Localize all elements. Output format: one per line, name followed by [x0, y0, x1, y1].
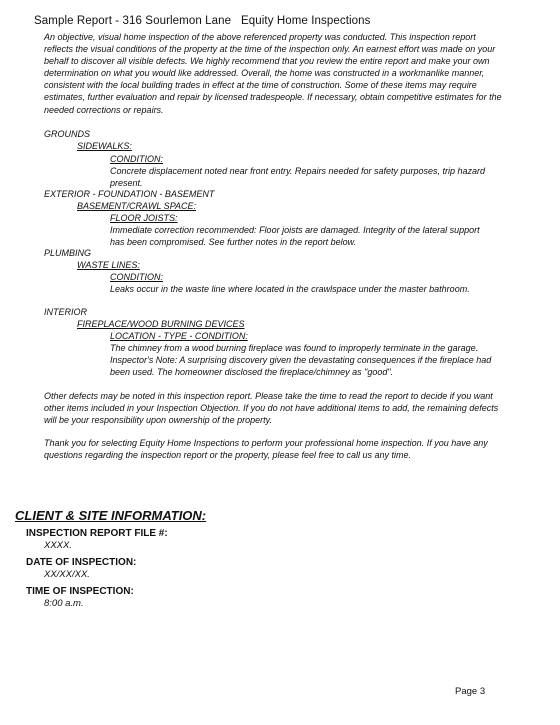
thank-you-paragraph: Thank you for selecting Equity Home Inspections to perform your professional home inspection. If you have any questions regarding the inspection report or the property, please feel free to call us any time.	[44, 438, 488, 461]
other-defects-paragraph: Other defects may be noted in this inspection report. Please take the time to read the report to decide if you want other items included in your Inspection Objection. If you do not have additional items to add, the remaining defects will be your responsibility upon ownership of the property.	[44, 391, 499, 426]
intro-paragraph: An objective, visual home inspection of the above referenced property was conducted. This inspection report reflects the visual conditions of the property at the time of the inspection only. An earnest effort was made on your behalf to discover all visible defects. We highly recommend that you review the entire report and make your own determination on what you would like addressed. Overall, the home was constructed in a workmanlike manner, consistent with the local building trades in effect at the time of construction. Some of these items may require estimates, further evaluation and repair by licensed tradespeople. If necessary, obtain competitive estimates for the needed corrections or repairs.	[44, 32, 502, 115]
section-plumbing-title: PLUMBING	[44, 248, 92, 258]
plumbing-subsection: WASTE LINES:	[77, 260, 140, 270]
grounds-text: Concrete displacement noted near front entry. Repairs needed for safety purposes, trip hazard present.	[110, 166, 486, 188]
interior-label: LOCATION - TYPE - CONDITION:	[110, 331, 248, 341]
interior-subsection: FIREPLACE/WOOD BURNING DEVICES	[77, 319, 245, 329]
date-value: XX/XX/XX.	[44, 569, 90, 580]
date-label: DATE OF INSPECTION:	[26, 557, 137, 568]
plumbing-text: Leaks occur in the waste line where located in the crawlspace under the master bathroom.	[110, 284, 470, 294]
section-exterior-title: EXTERIOR - FOUNDATION - BASEMENT	[44, 189, 215, 199]
grounds-subsection: SIDEWALKS:	[77, 141, 132, 151]
exterior-label: FLOOR JOISTS:	[110, 213, 178, 223]
page-number: Page 3	[455, 686, 486, 697]
file-number-label: INSPECTION REPORT FILE #:	[26, 528, 168, 539]
exterior-text: Immediate correction recommended: Floor joists are damaged. Integrity of the lateral support has been compromised. See further notes in the report below.	[110, 225, 480, 247]
interior-text: The chimney from a wood burning fireplace was found to improperly terminate in the garage. Inspector's Note: A surprising discovery given the devastating consequences if the fireplace had been used. The homeowner disclosed the fireplace/chimney as "good".	[110, 343, 492, 377]
section-interior-title: INTERIOR	[44, 307, 88, 317]
time-value: 8:00 a.m.	[44, 598, 84, 609]
file-number-value: XXXX.	[44, 540, 72, 551]
report-header: Sample Report - 316 Sourlemon Lane Equity Home Inspections	[34, 15, 371, 27]
section-grounds-title: GROUNDS	[44, 129, 91, 139]
client-site-title: CLIENT & SITE INFORMATION:	[15, 508, 207, 523]
plumbing-label: CONDITION:	[110, 272, 163, 282]
time-label: TIME OF INSPECTION:	[26, 586, 134, 597]
grounds-label: CONDITION:	[110, 154, 163, 164]
exterior-subsection: BASEMENT/CRAWL SPACE:	[77, 201, 197, 211]
